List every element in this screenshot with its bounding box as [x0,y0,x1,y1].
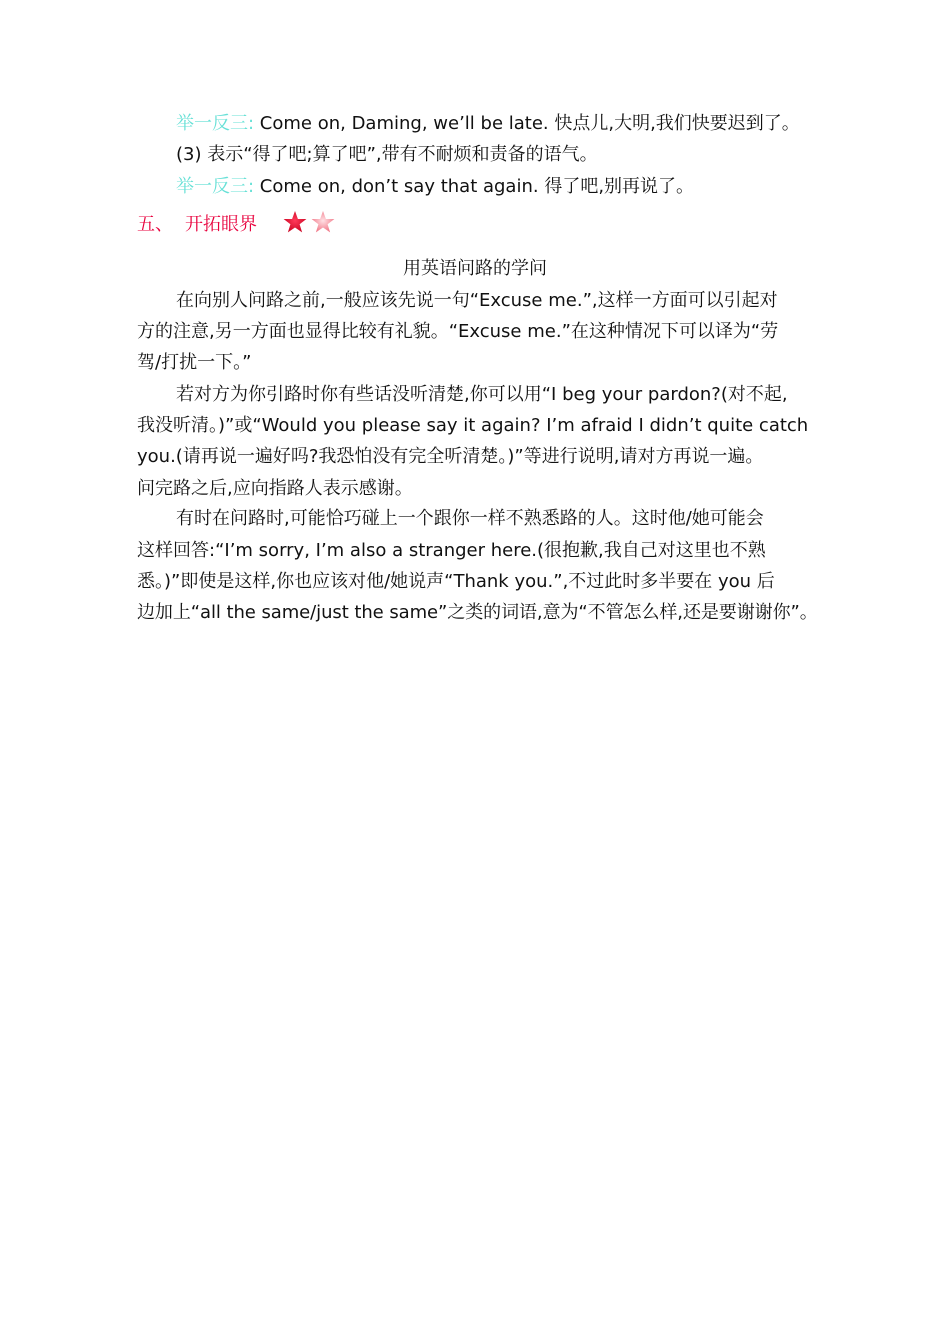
example-label: 举一反三: [176,176,255,197]
star-filled-icon [284,211,307,232]
section-number: 五、 [137,214,173,235]
article-line: 驾/打扰一下。” [137,352,252,373]
example-text: Come on, Daming, we’ll be late. 快点儿,大明,我们快要迟到了。 [254,113,800,134]
article-line: you.(请再说一遍好吗?我恐怕没有完全听清楚。)”等进行说明,请对方再说一遍。 [137,446,764,467]
usage-item-3: (3) 表示“得了吧;算了吧”,带有不耐烦和责备的语气。 [176,144,598,165]
section-heading [137,214,257,236]
example-1 [176,113,800,135]
article-line: 在向别人问路之前,一般应该先说一句“Excuse me.”,这样一方面可以引起对 [176,290,778,311]
example-label: 举一反三: [176,113,255,134]
example-2 [176,176,694,198]
article-line: 有时在问路时,可能恰巧碰上一个跟你一样不熟悉路的人。这时他/她可能会 [176,508,764,529]
article-line: 悉。)”即使是这样,你也应该对他/她说声“Thank you.”,不过此时多半要在 you 后 [137,571,775,592]
section-title: 开拓眼界 [185,214,257,235]
star-faded-icon [312,211,335,232]
difficulty-stars [283,210,339,236]
article-line: 这样回答:“I’m sorry, I’m also a stranger here.(很抱歉,我自己对这里也不熟 [137,540,766,561]
example-text: Come on, don’t say that again. 得了吧,别再说了。 [254,176,695,197]
article-line: 问完路之后,应向指路人表示感谢。 [137,478,413,499]
article-line: 方的注意,另一方面也显得比较有礼貌。“Excuse me.”在这种情况下可以译为“劳 [137,321,779,342]
article-title: 用英语问路的学问 [403,258,547,279]
article-line: 若对方为你引路时你有些话没听清楚,你可以用“I beg your pardon?(对不起, [176,384,788,405]
article-line: 我没听清。)”或“Would you please say it again? I’m afraid I didn’t quite catch [137,415,809,436]
article-line: 边加上“all the same/just the same”之类的词语,意为“不管怎么样,还是要谢谢你”。 [137,602,818,623]
